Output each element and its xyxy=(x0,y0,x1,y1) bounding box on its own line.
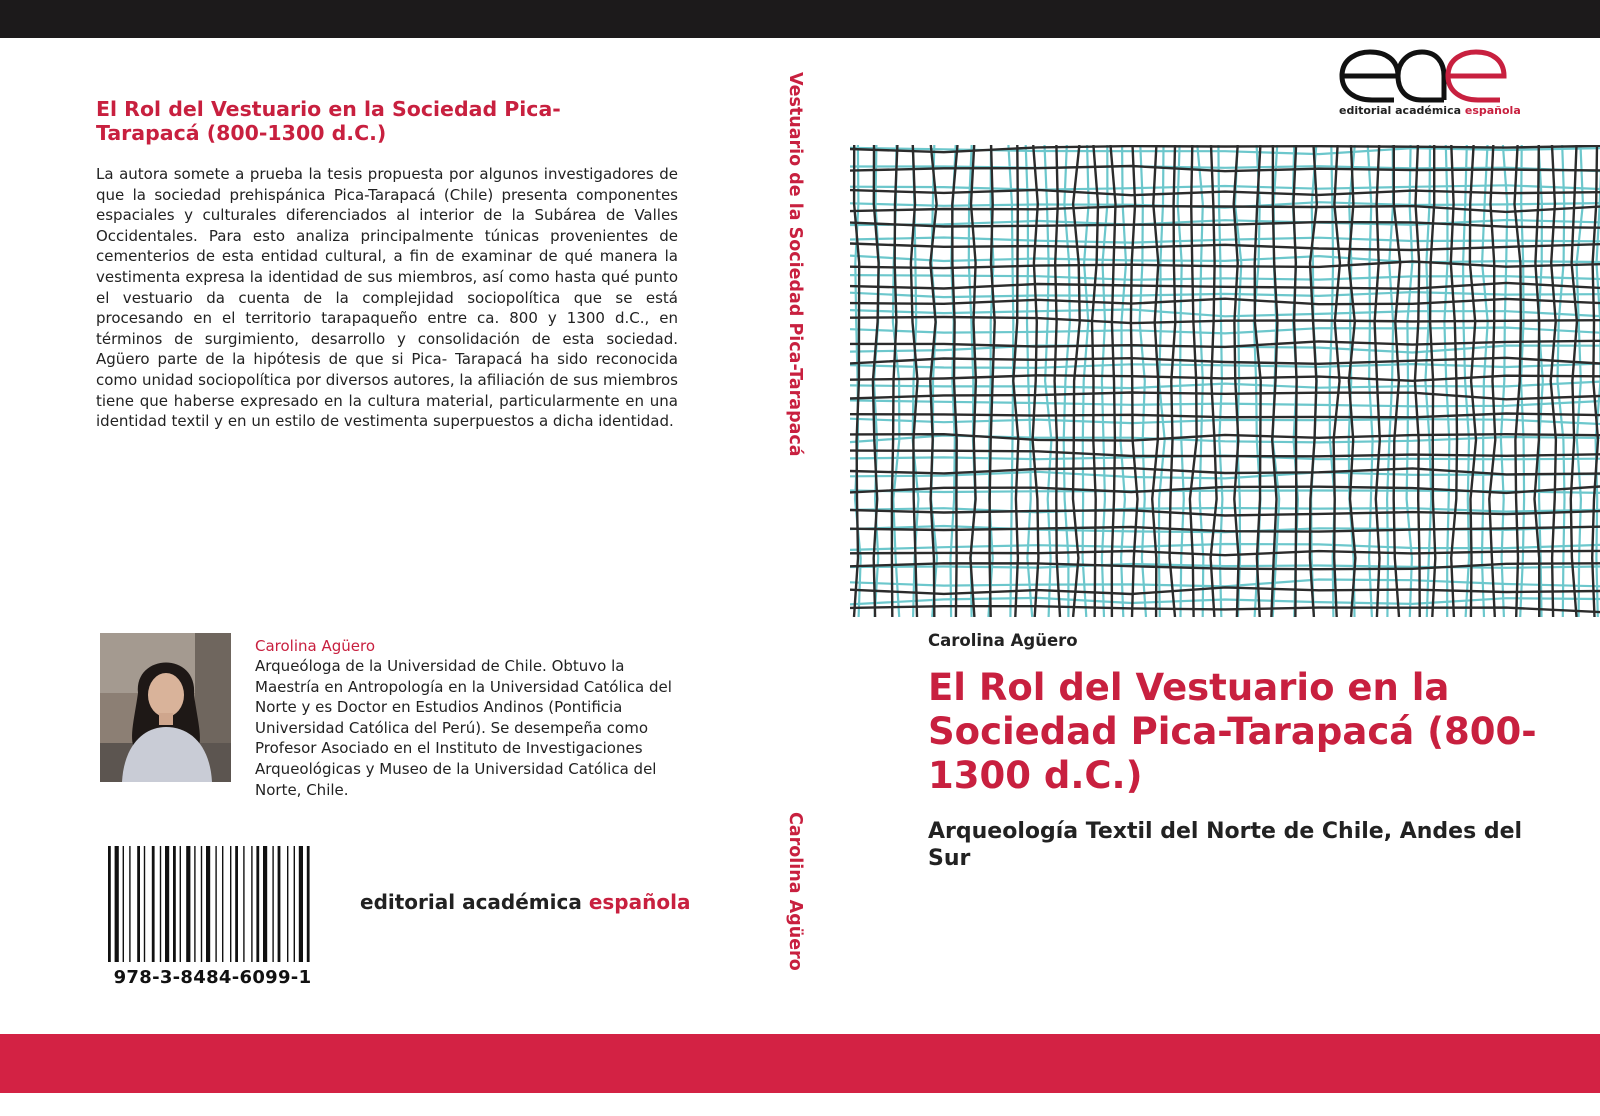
top-border-bar xyxy=(0,0,1600,38)
publisher-name-main: editorial académica xyxy=(360,890,582,914)
back-publisher-name xyxy=(360,890,690,914)
author-photo xyxy=(100,633,231,782)
logo-caption xyxy=(1339,104,1521,117)
back-cover-title: El Rol del Vestuario en la Sociedad Pica-Tarapacá (800-1300 d.C.) xyxy=(96,97,561,145)
author-bio-text: Arqueóloga de la Universidad de Chile. Obtuvo la Maestría en Antropología en la Universidad Católica del Norte y es Doctor en Estudios Andinos (Pontificia Universidad Católica del Perú). Se desempeña como Profesor Asociado en el Instituto de Investigaciones Arqueológicas y Museo de la Universidad Católica del Norte, Chile. xyxy=(255,657,672,799)
back-cover-blurb: La autora somete a prueba la tesis propuesta por algunos investigadores de que la sociedad prehispánica Pica-Tarapacá (Chile) presenta componentes espaciales y culturales diferenciados al interior de la Subárea de Valles Occidentales. Para esto analiza principalmente túnicas provenientes de cementerios de esta entidad cultural, a fin de examinar de qué manera la vestimenta expresa la identidad de sus miembros, así como hasta qué punto el vestuario da cuenta de la complejidad sociopolítica que se está procesando en el territorio tarapaqueño entre ca. 800 y 1300 d.C., en términos de surgimiento, desarrollo y consolidación de esta sociedad. Agüero parte de la hipótesis de que si Pica- Tarapacá ha sido reconocida como unidad sociopolítica por diversos autores, la afiliación de sus miembros tiene que haberse expresado en la cultura material, particularmente en una identidad textil y en un estilo de vestimenta superpuestos a dicha identidad. xyxy=(96,165,678,431)
front-subtitle: Arqueología Textil del Norte de Chile, Andes del Sur xyxy=(928,819,1523,871)
logo-caption-accent: española xyxy=(1464,104,1521,117)
publisher-name-accent: española xyxy=(588,890,691,914)
spine-author: Carolina Agüero xyxy=(785,812,805,971)
isbn-number: 978-3-8484-6099-1 xyxy=(113,967,312,988)
front-title: El Rol del Vestuario en la Sociedad Pica-Tarapacá (800-1300 d.C.) xyxy=(928,666,1537,797)
cover-grid-artwork xyxy=(850,145,1600,617)
logo-caption-main: editorial académica xyxy=(1339,104,1462,117)
bottom-border-bar xyxy=(0,1034,1600,1093)
front-author: Carolina Agüero xyxy=(928,631,1078,650)
spine-title: Vestuario de la Sociedad Pica-Tarapacá xyxy=(785,72,805,457)
author-bio-name: Carolina Agüero xyxy=(255,637,376,655)
barcode xyxy=(106,846,319,962)
